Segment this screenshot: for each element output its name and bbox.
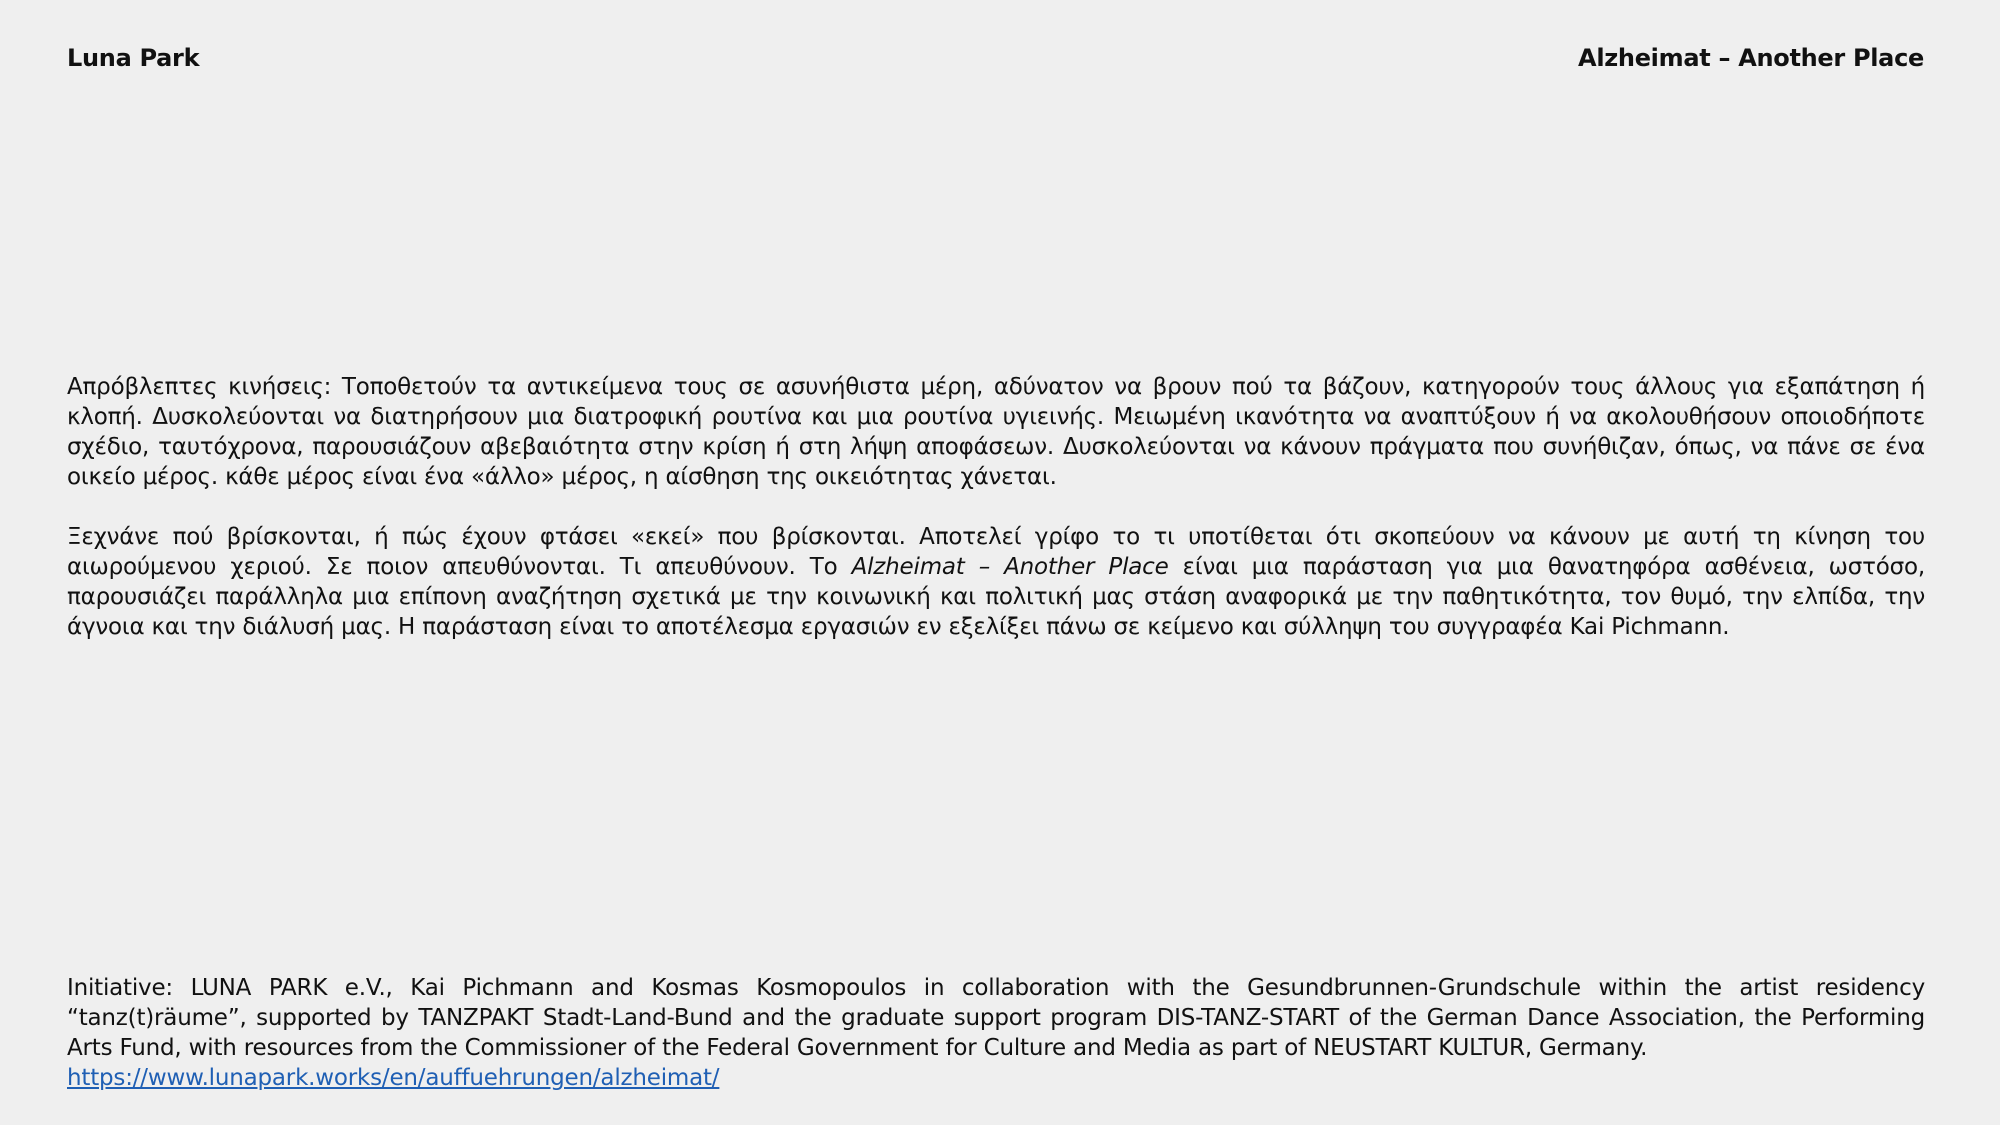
paragraph-1-text: Απρόβλεπτες κινήσεις: Τοποθετούν τα αντικείμενα τους σε ασυνήθιστα μέρη, αδύνατον να βρουν πού τα βάζουν, κατηγορούν τους άλλους για εξαπάτηση ή κλοπή. Δυσκολεύονται να διατηρήσουν μια διατροφική ρουτίνα και μια ρουτίνα υγιεινής. Μειωμένη ικανότητα να αναπτύξουν ή να ακολουθήσουν οποιοδήποτε σχέδιο, ταυτόχρονα, παρουσιάζουν αβεβαιότητα στην κρίση ή στη λήψη αποφάσεων. Δυσκολεύονται να κάνουν πράγματα που συνήθιζαν, όπως, να πάνε σε ένα οικείο μέρος. κάθε μέρος είναι ένα «άλλο» μέρος, η αίσθηση της οικειότητας χάνεται.: [67, 374, 1925, 490]
description-paragraph-2: [67, 522, 1925, 642]
production-title-italic: Alzheimat – Another Place: [851, 554, 1169, 580]
header-production-title: Alzheimat – Another Place: [1578, 44, 1924, 72]
paragraph-2-text-after: είναι μια παράσταση για μια θανατηφόρα ασθένεια, ωστόσο, παρουσιάζει παράλληλα μια επίπονη αναζήτηση σχετικά με την κοινωνική και πολιτική μας στάση αναφορικά με την παθητικότητα, τον θυμό, την ελπίδα, την άγνοια και την διάλυσή μας. Η παράσταση είναι το αποτέλεσμα εργασιών εν εξελίξει πάνω σε κείμενο και σύλληψη του συγγραφέα Kai Pichmann.: [67, 554, 1926, 640]
description-paragraph-1: [67, 372, 1925, 492]
credits-section: [67, 973, 1925, 1093]
credits-text: Initiative: LUNA PARK e.V., Kai Pichmann and Kosmas Kosmopoulos in collaboration with the Gesundbrunnen-Grundschule within the artist residency “tanz(t)räume”, supported by TANZPAKT Stadt-Land-Bund and the graduate support program DIS-TANZ-START of the German Dance Association, the Performing Arts Fund, with resources from the Commissioner of the Federal Government for Culture and Media as part of NEUSTART KULTUR, Germany.: [67, 975, 1925, 1061]
header-organization-title: Luna Park: [67, 44, 200, 72]
website-link[interactable]: https://www.lunapark.works/en/auffuehrungen/alzheimat/: [67, 1065, 720, 1091]
paragraph-2-text: [67, 522, 1925, 642]
paragraph-2-text-before: Ξεχνάνε πού βρίσκονται, ή πώς έχουν φτάσει «εκεί» που βρίσκονται. Αποτελεί γρίφο το τι υποτίθεται ότι σκοπεύουν να κάνουν με αυτή τη κίνηση του αιωρούμενου χεριού. Σε ποιον απευθύνονται. Τι απευθύνουν. Το: [67, 524, 1925, 580]
